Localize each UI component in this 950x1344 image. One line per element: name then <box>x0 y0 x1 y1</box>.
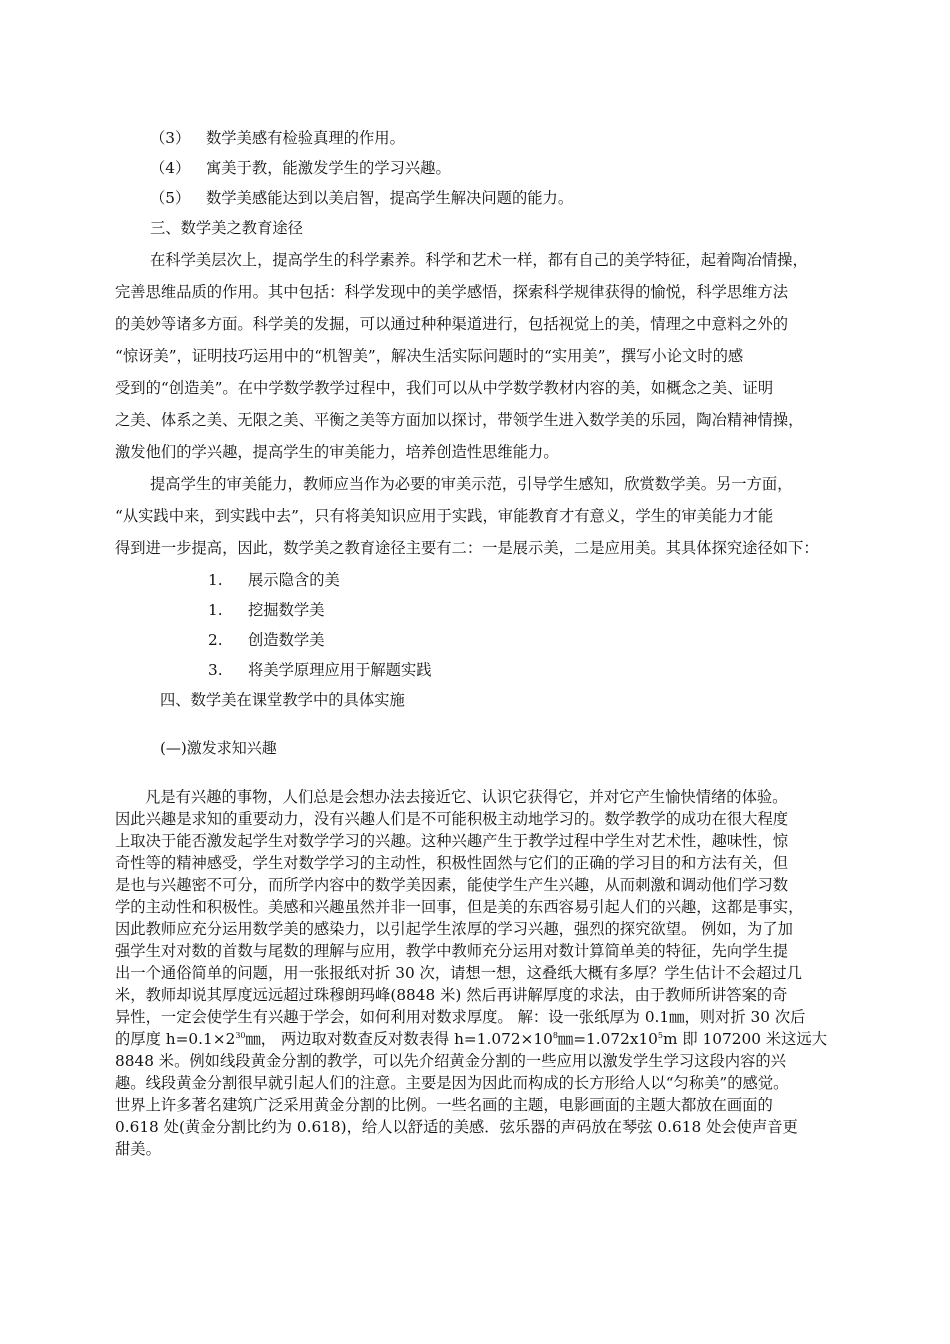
paragraph-line: 异性，一定会使学生有兴趣于学会，如何利用对数求厚度。 解：设一张纸厚为 0.1㎜，则对折 30 次后 <box>115 1008 806 1026</box>
formula-text: ㎜=1.072x10 <box>557 1030 658 1048</box>
paragraph-line: 的美妙等诸多方面。科学美的发掘，可以通过种种渠道进行，包括视觉上的美，情理之中意料之外的 <box>115 315 789 333</box>
formula-exponent: 8 <box>552 1031 558 1040</box>
list-item <box>208 570 340 590</box>
list-number: （4） <box>150 159 191 177</box>
paragraph-line: 米，教师却说其厚度远远超过珠穆朗玛峰(8848 米) 然后再讲解厚度的求法，由于教师所讲答案的奇 <box>115 986 788 1004</box>
paragraph-line: 得到进一步提高，因此，数学美之教育途径主要有二：一是展示美，二是应用美。其具体探究途径如下： <box>115 539 819 557</box>
list-item <box>208 660 432 680</box>
section-heading: 三、数学美之教育途径 <box>150 219 303 237</box>
list-item <box>208 630 325 650</box>
paragraph-line: 在科学美层次上，提高学生的科学素养。科学和艺术一样，都有自己的美学特征，起着陶冶情操， <box>150 251 808 269</box>
list-number: 2. <box>208 631 223 649</box>
list-item <box>208 600 325 620</box>
paragraph-line: 甜美。 <box>115 1140 161 1158</box>
paragraph-line: 学的主动性和积极性。美感和兴趣虽然并非一回事，但是美的东西容易引起人们的兴趣，这都是事实， <box>115 898 804 916</box>
list-text: 创造数学美 <box>248 631 325 649</box>
formula-text: 的厚度 h=0.1×2 <box>115 1030 236 1048</box>
list-text: 寓美于教，能激发学生的学习兴趣。 <box>206 159 451 177</box>
formula-text: ㎜， 两边取对数查反对数表得 h=1.072×10 <box>245 1030 553 1048</box>
list-item <box>150 128 405 148</box>
list-number: 1. <box>208 571 223 589</box>
list-text: 将美学原理应用于解题实践 <box>248 661 432 679</box>
formula-text: m 即 107200 米这远大 <box>663 1030 827 1048</box>
paragraph-line: 上取决于能否激发起学生对数学学习的兴趣。这种兴趣产生于教学过程中学生对艺术性，趣味性，惊 <box>115 832 789 850</box>
list-number: 3. <box>208 661 223 679</box>
paragraph-line: 出一个通俗简单的问题，用一张报纸对折 30 次，请想一想，这叠纸大概有多厚？学生估计不会超过几 <box>115 964 802 982</box>
paragraph-line: 是也与兴趣密不可分，而所学内容中的数学美因素，能使学生产生兴趣，从而刺激和调动他们学习数 <box>115 876 789 894</box>
list-item <box>150 158 451 178</box>
paragraph-line: 受到的“创造美”。在中学数学教学过程中，我们可以从中学数学教材内容的美，如概念之美、证明 <box>115 379 774 397</box>
paragraph-line: 激发他们的学兴趣，提高学生的审美能力，培养创造性思维能力。 <box>115 443 559 461</box>
subsection-heading: (—)激发求知兴趣 <box>160 739 277 757</box>
paragraph-line: 之美、体系之美、无限之美、平衡之美等方面加以探讨，带领学生进入数学美的乐园，陶冶精神情操， <box>115 411 804 429</box>
list-text: 数学美感能达到以美启智，提高学生解决问题的能力。 <box>206 189 574 207</box>
list-number: 1. <box>208 601 223 619</box>
paragraph-line: 因此兴趣是求知的重要动力，没有兴趣人们是不可能积极主动地学习的。数学教学的成功在很大程度 <box>115 810 789 828</box>
paragraph-line: 趣。线段黄金分割很早就引起人们的注意。主要是因为因此而构成的长方形给人以“匀称美”的感觉。 <box>115 1074 789 1092</box>
paragraph-line: 提高学生的审美能力，教师应当作为必要的审美示范，引导学生感知，欣赏数学美。另一方面， <box>150 475 793 493</box>
paragraph-line: 因此教师应充分运用数学美的感染力，以引起学生浓厚的学习兴趣，强烈的探究欲望。 例如，为了加 <box>115 920 793 938</box>
list-item <box>150 188 573 208</box>
list-number: （5） <box>150 189 191 207</box>
paragraph-line: 世界上许多著名建筑广泛采用黄金分割的比例。一些名画的主题，电影画面的主题大都放在画面的 <box>115 1096 773 1114</box>
paragraph-line: “惊讶美”，证明技巧运用中的“机智美”，解决生活实际问题时的“实用美”，撰写小论文时的感 <box>115 347 744 365</box>
paragraph-line: 奇性等的精神感受，学生对数学学习的主动性，积极性固然与它们的正确的学习目的和方法有关，但 <box>115 854 789 872</box>
section-heading: 四、数学美在课堂教学中的具体实施 <box>160 691 405 709</box>
list-number: （3） <box>150 129 191 147</box>
formula-line <box>115 1029 827 1049</box>
list-text: 展示隐含的美 <box>248 571 340 589</box>
formula-exponent: 5 <box>657 1031 664 1040</box>
paragraph-line: 0.618 处(黄金分割比约为 0.618)，给人以舒适的美感．弦乐器的声码放在琴弦 0.618 处会使声音更 <box>115 1118 798 1136</box>
paragraph-line: 凡是有兴趣的事物，人们总是会想办法去接近它、认识它获得它，并对它产生愉快情绪的体验。 <box>145 788 788 806</box>
paragraph-line: 8848 米。例如线段黄金分割的教学，可以先介绍黄金分割的一些应用以激发学生学习这段内容的兴 <box>115 1052 786 1070</box>
paragraph-line: “从实践中来，到实践中去”，只有将美知识应用于实践，审能教育才有意义，学生的审美能力才能 <box>115 507 774 525</box>
formula-exponent: 30 <box>235 1031 246 1040</box>
paragraph-line: 完善思维品质的作用。其中包括：科学发现中的美学感悟，探索科学规律获得的愉悦，科学思维方法 <box>115 283 789 301</box>
paragraph-line: 强学生对对数的首数与尾数的理解与应用，教学中教师充分运用对数计算简单美的特征，先向学生提 <box>115 942 789 960</box>
list-text: 挖掘数学美 <box>248 601 325 619</box>
list-text: 数学美感有检验真理的作用。 <box>206 129 405 147</box>
